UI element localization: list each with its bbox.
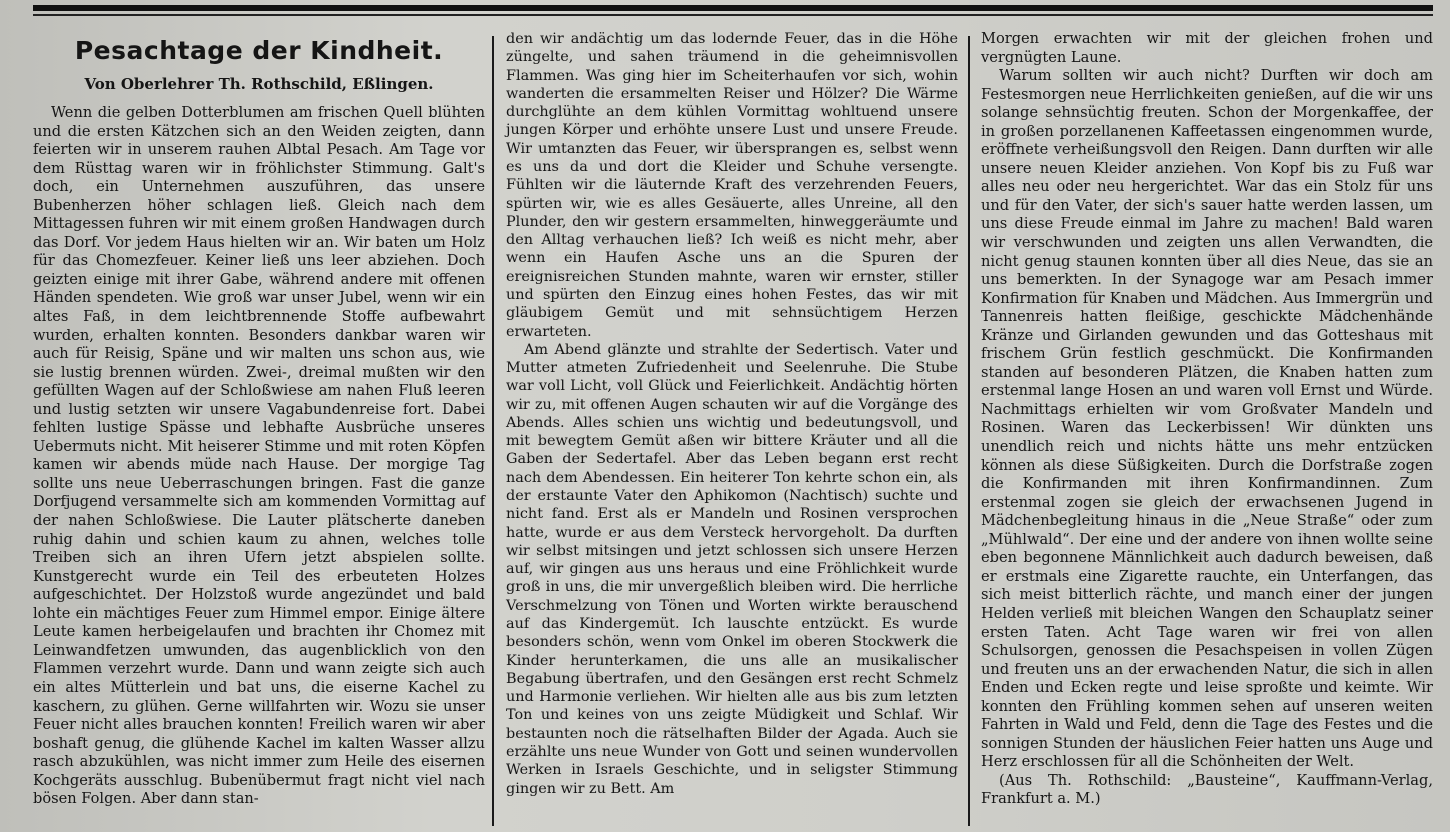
column-3-paragraph-2: Warum sollten wir auch nicht? Durften wir doch am Festesmorgen neue Herrlichkeiten genießen, auf die wir uns solange sehnsüchtig freuten. Schon der Morgenkaffee, der in großen porzellanenen Kaffeetassen eingenommen wurde, eröffnete verheißungsvoll den Reigen. Dann durften wir alle unsere neuen Kleider anziehen. Von Kopf bis zu Fuß war alles neu oder neu hergerichtet. War das ein Stolz für uns und für den Vater, der sich's sauer hatte werden lassen, um uns diese Freude einmal im Jahre zu machen! Bald waren wir verschwunden und zeigten uns allen Verwandten, die nicht genug staunen konnten über all dies Neue, das sie an uns bemerkten. In der Synagoge war am Pesach immer Konfirmation für Knaben und Mädchen. Aus Immergrün und Tannenreis hatten fleißige, geschickte Mädchenhände Kränze und Girlanden gewunden und das Gotteshaus mit frischem Grün festlich geschmückt. Die Konfirmanden standen auf besonderen Plätzen, die Knaben hatten zum erstenmal lange Hosen an und waren voll Ernst und Würde. Nachmittags erhielten wir vom Großvater Mandeln und Rosinen. Waren das Leckerbissen! Wir dünkten uns unendlich reich und nichts hätte uns mehr entzücken können als diese Süßigkeiten. Durch die Dorfstraße zogen die Konfirmanden mit ihren Konfirmandinnen. Zum erstenmal zogen sie gleich der erwachsenen Jugend in Mädchenbegleitung hinaus in die „Neue Straße“ oder zum „Mühlwald“. Der eine und der andere von ihnen wollte seine eben begonnene Männlichkeit auch dadurch beweisen, daß er erstmals eine Zigarette rauchte, ein Unterfangen, das sich meist bitterlich rächte, und manch einer der jungen Helden verließ mit bleichen Wangen den Schauplatz seiner ersten Taten. Acht Tage waren wir frei von allen Schulsorgen, genossen die Pesachspeisen in vollen Zügen und freuten uns an der erwachenden Natur, die sich in allen Enden und Ecken regte und leise sproßte und keimte. Wir konnten den Frühling kommen sehen auf unseren weiten Fahrten in Wald und Feld, denn die Tage des Festes und die sonnigen Stunden der häuslichen Feier hatten uns Auge und Herz erschlossen für all die Schönheiten der Welt.: [981, 67, 1433, 771]
top-rule-thin: [33, 14, 1433, 16]
column-1-text: Wenn die gelben Dotterblumen am frischen Quell blühten und die ersten Kätzchen sich an den Weiden zeigten, dann feierten wir in unserem rauhen Albtal Pesach. Am Tage vor dem Rüsttag waren wir in fröhlichster Stimmung. Galt's doch, ein Unternehmen auszuführen, das unsere Bubenherzen höher schlagen ließ. Gleich nach dem Mittagessen fuhren wir mit einem großen Handwagen durch das Dorf. Vor jedem Haus hielten wir an. Wir baten um Holz für das Chomezfeuer. Keiner ließ uns leer abziehen. Doch geizten einige mit ihrer Gabe, während andere mit offenen Händen spendeten. Wie groß war unser Jubel, wenn wir ein altes Faß, in dem leichtbrennende Stoffe aufbewahrt wurden, erhalten konnten. Besonders dankbar waren wir auch für Reisig, Späne und wir malten uns schon aus, wie sie lustig brennen würden. Zwei-, dreimal mußten wir den gefüllten Wagen auf der Schloßwiese am nahen Fluß leeren und lustig setzten wir unsere Vagabundenreise fort. Dabei fehlten lustige Spässe und lebhafte Ausbrüche unseres Uebermuts nicht. Mit heiserer Stimme und mit roten Köpfen kamen wir abends müde nach Hause. Der morgige Tag sollte uns neue Ueberraschungen bringen. Fast die ganze Dorfjugend versammelte sich am kommenden Vormittag auf der nahen Schloßwiese. Die Lauter plätscherte daneben ruhig dahin und schien kaum zu ahnen, welches tolle Treiben sich an ihren Ufern jetzt abspielen sollte. Kunstgerecht wurde ein Teil des erbeuteten Holzes aufgeschichtet. Der Holzstoß wurde angezündet und bald lohte ein mächtiges Feuer zum Himmel empor. Einige ältere Leute kamen herbeigelaufen und brachten ihr Chomez mit Leinwandfetzen umwunden, das augenblicklich von den Flammen verzehrt wurde. Dann und wann zeigte sich auch ein altes Mütterlein und bat uns, die eiserne Kachel zu kaschern, zu glühen. Gerne willfahrten wir. Wozu sie unser Feuer nicht alles brauchen konnten! Freilich waren wir aber boshaft genug, die glühende Kachel im kalten Wasser allzu rasch abzukühlen, was nicht immer zum Heile des eisernen Kochgeräts ausschlug. Bubenübermut fragt nicht viel nach bösen Folgen. Aber dann stan-: [33, 104, 485, 808]
column-3: [981, 30, 1433, 809]
column-2-paragraph-1: den wir andächtig um das lodernde Feuer, das in die Höhe züngelte, und sahen träumend in die geheimnisvollen Flammen. Was ging hier im Scheiterhaufen vor sich, wohin wanderten die ersammelten Reiser und Hölzer? Die Wärme durchglühte an dem kühlen Vormittag wohltuend unsere jungen Körper und erhöhte unsere Lust und unsere Freude. Wir umtanzten das Feuer, wir übersprangen es, selbst wenn es uns da und dort die Kleider und Schuhe versengte. Fühlten wir die läuternde Kraft des verzehrenden Feuers, spürten wir, wie es alles Gesäuerte, alles Unreine, all den Plunder, den wir gestern ersammelten, hinweggeräumte und den Alltag verhauchen ließ? Ich weiß es nicht mehr, aber wenn ein Haufen Asche uns an die Spuren der ereignisreichen Stunden mahnte, waren wir ernster, stiller und spürten den Einzug eines hohen Festes, das wir mit gläubigem Gemüt und mit sehnsüchtigem Herzen erwarteten.: [506, 31, 958, 340]
article-byline: Von Oberlehrer Th. Rothschild, Eßlingen.: [84, 75, 434, 93]
column-divider-2: [968, 36, 970, 826]
column-divider-1: [492, 36, 494, 826]
column-1: [33, 30, 485, 809]
top-rule: [33, 5, 1433, 11]
article-title: Pesachtage der Kindheit.: [74, 36, 444, 65]
column-3-paragraph-1: Morgen erwachten wir mit der gleichen frohen und vergnügten Laune.: [981, 30, 1433, 66]
column-2: [506, 30, 958, 798]
column-2-paragraph-2: Am Abend glänzte und strahlte der Sedertisch. Vater und Mutter atmeten Zufriedenheit und Seelenruhe. Die Stube war voll Licht, voll Glück und Feierlichkeit. Andächtig hörten wir zu, mit offenen Augen schauten wir auf die Vorgänge des Abends. Alles schien uns wichtig und bedeutungsvoll, und mit bewegtem Gemüt aßen wir bittere Kräuter und all die Gaben der Sedertafel. Aber das Leben begann erst recht nach dem Abendessen. Ein heiterer Ton kehrte schon ein, als der erstaunte Vater den Aphikomon (Nachtisch) suchte und nicht fand. Erst als er Mandeln und Rosinen versprochen hatte, wurde er aus dem Versteck hervorgeholt. Da durften wir selbst mitsingen und jetzt schlossen sich unsere Herzen auf, wir gingen aus uns heraus und eine Fröhlichkeit wurde groß in uns, die mir unvergeßlich bleiben wird. Die herrliche Verschmelzung von Tönen und Worten wirkte berauschend auf das Kindergemüt. Ich lauschte entzückt. Es wurde besonders schön, wenn vom Onkel im oberen Stockwerk die Kinder herunterkamen, die uns alle an musikalischer Begabung übertrafen, und den Gesängen erst recht Schmelz und Harmonie verliehen. Wir hielten alle aus bis zum letzten Ton und keines von uns zeigte Müdigkeit und Schlaf. Wir bestaunten noch die rätselhaften Bilder der Agada. Auch sie erzählte uns neue Wunder von Gott und seinen wundervollen Werken in Israels Geschichte, und in seligster Stimmung gingen wir zu Bett. Am: [506, 341, 958, 797]
source-citation: (Aus Th. Rothschild: „Bausteine“, Kauffmann-Verlag, Frankfurt a. M.): [981, 771, 1433, 808]
